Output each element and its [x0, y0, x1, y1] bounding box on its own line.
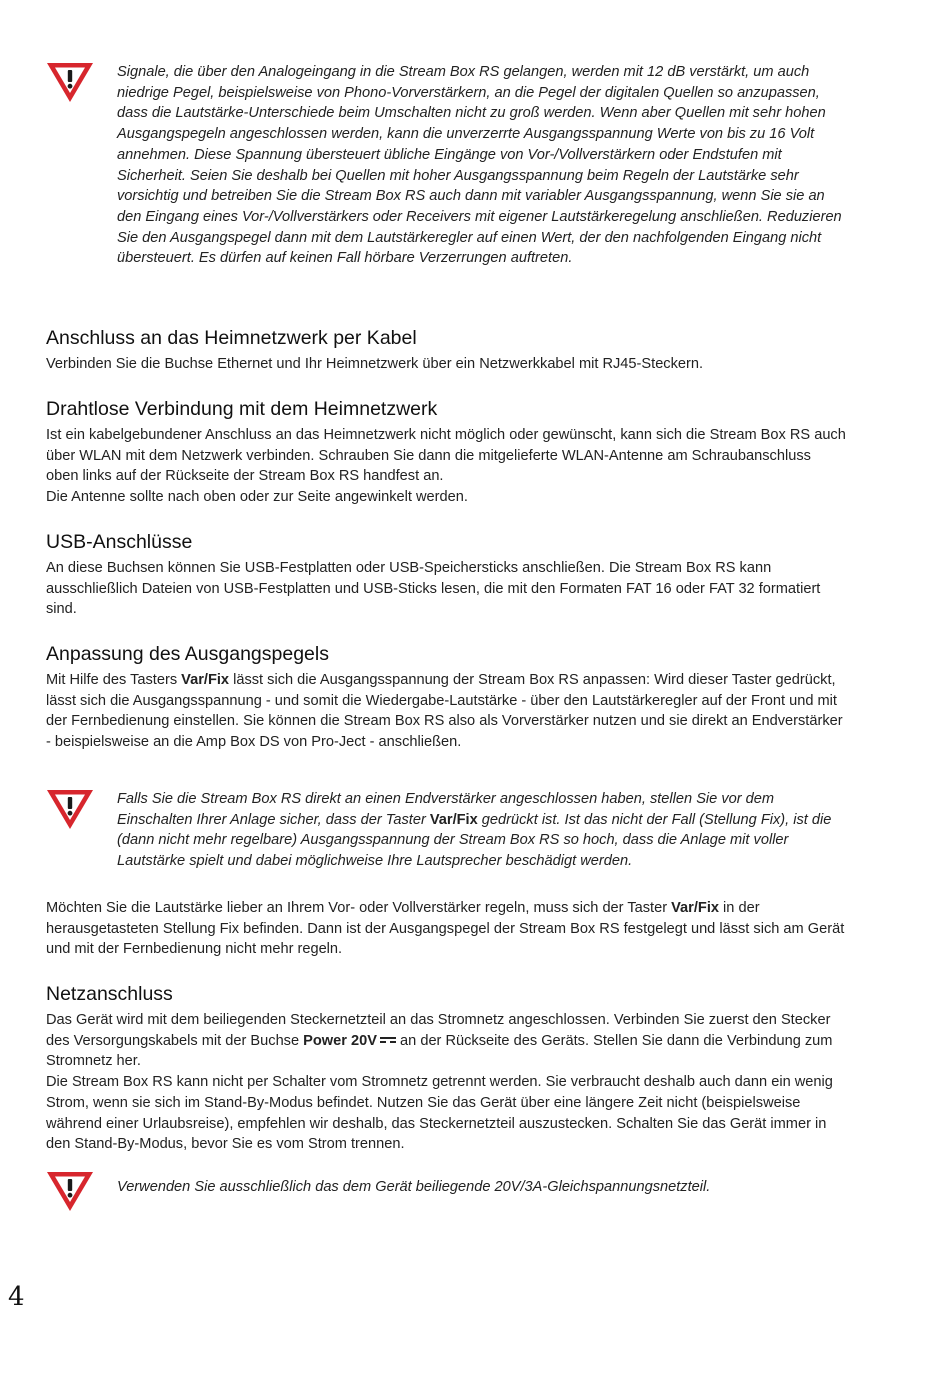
- section-heading: Anpassung des Ausgangspegels: [46, 643, 329, 665]
- warning-text: Signale, die über den Analogeingang in die Stream Box RS gelangen, werden mit 12 dB verstärkt, um auch niedrige Pegel, beispielsweise von Phono-Vorverstärkern, an die Pegel der digitalen Quellen so anzupassen, dass die Lautstärke-Unterschiede beim Umschalten nicht zu groß werden. Wenn aber Quellen mit sehr hohen Ausgangspegeln angeschlossen werden, kann die unverzerrte Ausgangsspannung Werte von bis zu 16 Volt annehmen. Diese Spannung übersteuert übliche Eingänge von Vor-/Vollverstärkern oder Endstufen mit Sicherheit. Seien Sie deshalb bei Quellen mit hoher Ausgangsspannung beim Regeln der Lautstärke sehr vorsichtig und betreiben Sie die Stream Box RS auch dann mit variabler Ausgangsspannung, wenn Sie sie an den Eingang eines Vor-/Vollverstärkers oder Receivers mit eigener Lautstärkeregelung anschließen. Reduzieren Sie den Ausgangspegel dann mit dem Lautstärkeregler auf einen Wert, der den nachfolgenden Eingang nicht übersteuert. Es dürfen auf keinen Fall hörbare Verzerrungen auftreten.: [117, 64, 842, 267]
- section-heading: Anschluss an das Heimnetzwerk per Kabel: [46, 327, 417, 349]
- section-volume-control: [46, 898, 846, 960]
- page-number: 4: [8, 1282, 25, 1312]
- warning-triangle-icon: [46, 1171, 94, 1213]
- section-body: Die Stream Box RS kann nicht per Schalter vom Stromnetz getrennt werden. Sie verbraucht deshalb auch dann ein wenig Strom, wenn sie sich im Stand-By-Modus befindet. Nutzen Sie das Gerät über eine längere Zeit nicht (beispielsweise während einer Urlaubsreise), empfehlen wir deshalb, das Steckernetzteil auszustecken. Schalten Sie das Gerät immer in den Stand-By-Modus, bevor Sie es vom Strom trennen.: [46, 1074, 833, 1153]
- section-body: Das Gerät wird mit dem beiliegenden Steckernetzteil an das Stromnetz angeschlossen. Verbinden Sie zuerst den Stecker des Versorgungskabels mit der Buchse Power 20V an der Rückseite des Geräts. Stellen Sie dann die Verbindung zum Stromnetz her.: [46, 1012, 833, 1070]
- section-body: Die Antenne sollte nach oben oder zur Seite angewinkelt werden.: [46, 489, 468, 506]
- warning-triangle-icon: [46, 789, 94, 831]
- section-heading: Netzanschluss: [46, 983, 173, 1005]
- section-heading: USB-Anschlüsse: [46, 531, 193, 553]
- section-ethernet: [46, 326, 846, 375]
- warning-block-analog-input: [46, 62, 846, 269]
- warning-triangle-icon: [46, 62, 94, 104]
- section-wlan: [46, 397, 846, 508]
- warning-text: Falls Sie die Stream Box RS direkt an einen Endverstärker angeschlossen haben, stellen Sie vor dem Einschalten Ihrer Anlage sicher, dass der Taster Var/Fix gedrückt ist. Ist das nicht der Fall (Stellung Fix), ist die (dann nicht mehr regelbare) Ausgangsspannung der Stream Box RS so hoch, dass die Anlage mit voller Lautstärke spielt und dabei möglichweise Ihre Lautsprecher beschädigt werden.: [117, 791, 832, 870]
- section-body: Möchten Sie die Lautstärke lieber an Ihrem Vor- oder Vollverstärker regeln, muss sich der Taster Var/Fix in der herausgetasteten Stellung Fix befinden. Dann ist der Ausgangspegel der Stream Box RS festgelegt und lässt sich am Gerät und mit der Fernbedienung nicht mehr regeln.: [46, 900, 845, 958]
- section-usb: [46, 530, 846, 620]
- section-heading: Drahtlose Verbindung mit dem Heimnetzwerk: [46, 398, 438, 420]
- warning-text: Verwenden Sie ausschließlich das dem Gerät beiliegende 20V/3A-Gleichspannungsnetzteil.: [117, 1179, 711, 1195]
- warning-block-power-supply: [46, 1171, 846, 1198]
- section-output-level: [46, 642, 846, 753]
- section-power: [46, 982, 846, 1155]
- section-body: Ist ein kabelgebundener Anschluss an das Heimnetzwerk nicht möglich oder gewünscht, kann sich die Stream Box RS auch über WLAN mit dem Netzwerk verbinden. Schrauben Sie dann die mitgelieferte WLAN-Antenne am Schraubanschluss oben links auf der Rückseite der Stream Box RS handfest an.: [46, 427, 846, 485]
- var-fix-label: Var/Fix: [181, 672, 230, 688]
- section-body: An diese Buchsen können Sie USB-Festplatten oder USB-Speichersticks anschließen. Die Stream Box RS kann ausschließlich Dateien von USB-Festplatten und USB-Sticks lesen, die mit den Formaten FAT 16 oder FAT 32 formatiert sind.: [46, 560, 821, 618]
- var-fix-label: Var/Fix: [429, 811, 478, 828]
- section-body: Mit Hilfe des Tasters Var/Fix lässt sich die Ausgangsspannung der Stream Box RS anpassen: Wird dieser Taster gedrückt, lässt sich die Ausgangsspannung - und somit die Wiedergabe-Lautstärke - über den Lautstärkeregler auf der Front und mit der Fernbedienung einstellen. Sie können die Stream Box RS also als Vorverstärker nutzen und sie direkt an Endverstärker - beispielsweise an die Amp Box DS von Pro-Ject - anschließen.: [46, 672, 843, 751]
- var-fix-label: Var/Fix: [671, 900, 719, 916]
- power-20v-label: Power 20V: [303, 1032, 377, 1049]
- warning-block-endamp: [46, 789, 846, 872]
- section-body: Verbinden Sie die Buchse Ethernet und Ihr Heimnetzwerk über ein Netzwerkkabel mit RJ45-Steckern.: [46, 356, 704, 372]
- dc-voltage-icon: [380, 1036, 396, 1044]
